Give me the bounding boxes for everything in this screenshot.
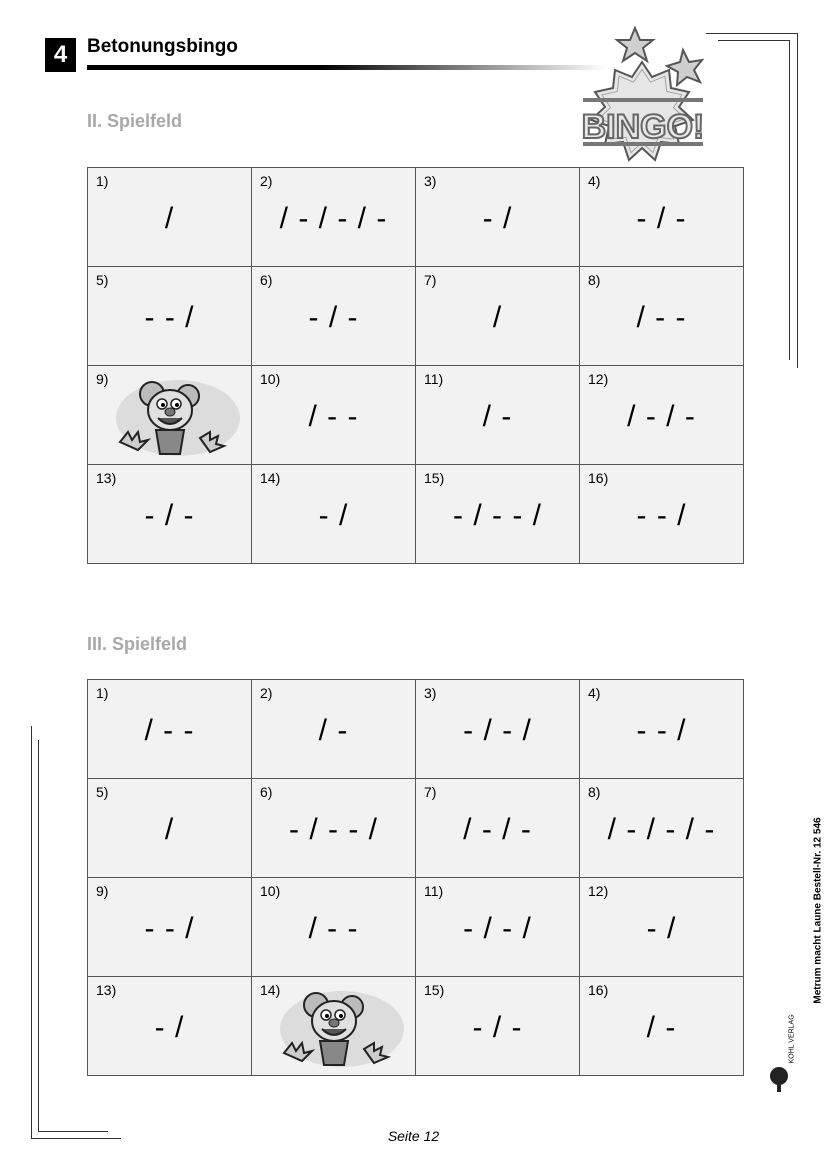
title-underline — [87, 65, 607, 70]
bingo-grid-3 — [87, 679, 744, 1076]
grid-cell: 4) - - / — [580, 680, 744, 779]
grid-cell: 5) - - / — [88, 267, 252, 366]
side-order-label: Metrum macht Laune Bestell-Nr. 12 546 — [812, 817, 824, 1004]
grid-cell-joker: 9) — [88, 366, 252, 465]
grid-cell: 2) / - / - / - — [252, 168, 416, 267]
grid-cell: 14) - / — [252, 465, 416, 564]
frame-line-top — [706, 33, 798, 34]
grid-cell: 16) / - — [580, 977, 744, 1076]
grid-cell: 7) / - / - — [416, 779, 580, 878]
grid-cell-joker: 14) — [252, 977, 416, 1076]
page-number: Seite 12 — [387, 1128, 440, 1144]
frame-line-right — [797, 33, 798, 368]
clown-icon — [264, 983, 404, 1069]
grid-cell: 9) - - / — [88, 878, 252, 977]
grid-cell: 11) / - — [416, 366, 580, 465]
frame-line-left — [31, 726, 32, 1139]
svg-text:BINGO!: BINGO! — [581, 108, 705, 146]
clown-icon — [100, 372, 240, 458]
grid-cell: 8) / - / - / - — [580, 779, 744, 878]
grid-cell: 11) - / - / — [416, 878, 580, 977]
publisher-logo-icon — [768, 1066, 790, 1094]
grid-cell: 6) - / - — [252, 267, 416, 366]
grid-cell: 3) - / — [416, 168, 580, 267]
frame-line-top-inner — [718, 40, 790, 41]
grid-cell: 2) / - — [252, 680, 416, 779]
grid-cell: 13) - / — [88, 977, 252, 1076]
section-title-3: III. Spielfeld — [87, 634, 188, 654]
grid-cell: 7) / — [416, 267, 580, 366]
grid-cell: 16) - - / — [580, 465, 744, 564]
grid-cell: 15) - / - - / — [416, 465, 580, 564]
page-title: Betonungsbingo — [87, 36, 238, 57]
grid-cell: 15) - / - — [416, 977, 580, 1076]
bingo-grid-2 — [87, 167, 744, 564]
bingo-badge-icon — [555, 22, 730, 187]
grid-cell: 12) - / — [580, 878, 744, 977]
grid-cell: 13) - / - — [88, 465, 252, 564]
grid-cell: 6) - / - - / — [252, 779, 416, 878]
grid-cell: 1) / — [88, 168, 252, 267]
publisher-name: KOHL VERLAG — [788, 1014, 796, 1064]
frame-line-left-inner — [38, 740, 39, 1131]
grid-cell: 10) / - - — [252, 878, 416, 977]
grid-cell: 1) / - - — [88, 680, 252, 779]
grid-cell: 3) - / - / — [416, 680, 580, 779]
frame-line-right-inner — [789, 40, 790, 360]
grid-cell: 12) / - / - — [580, 366, 744, 465]
grid-cell: 5) / — [88, 779, 252, 878]
section-title-2: II. Spielfeld — [87, 111, 183, 131]
grid-cell: 10) / - - — [252, 366, 416, 465]
grid-cell: 4) - / - — [580, 168, 744, 267]
chapter-number: 4 — [45, 38, 76, 72]
grid-cell: 8) / - - — [580, 267, 744, 366]
